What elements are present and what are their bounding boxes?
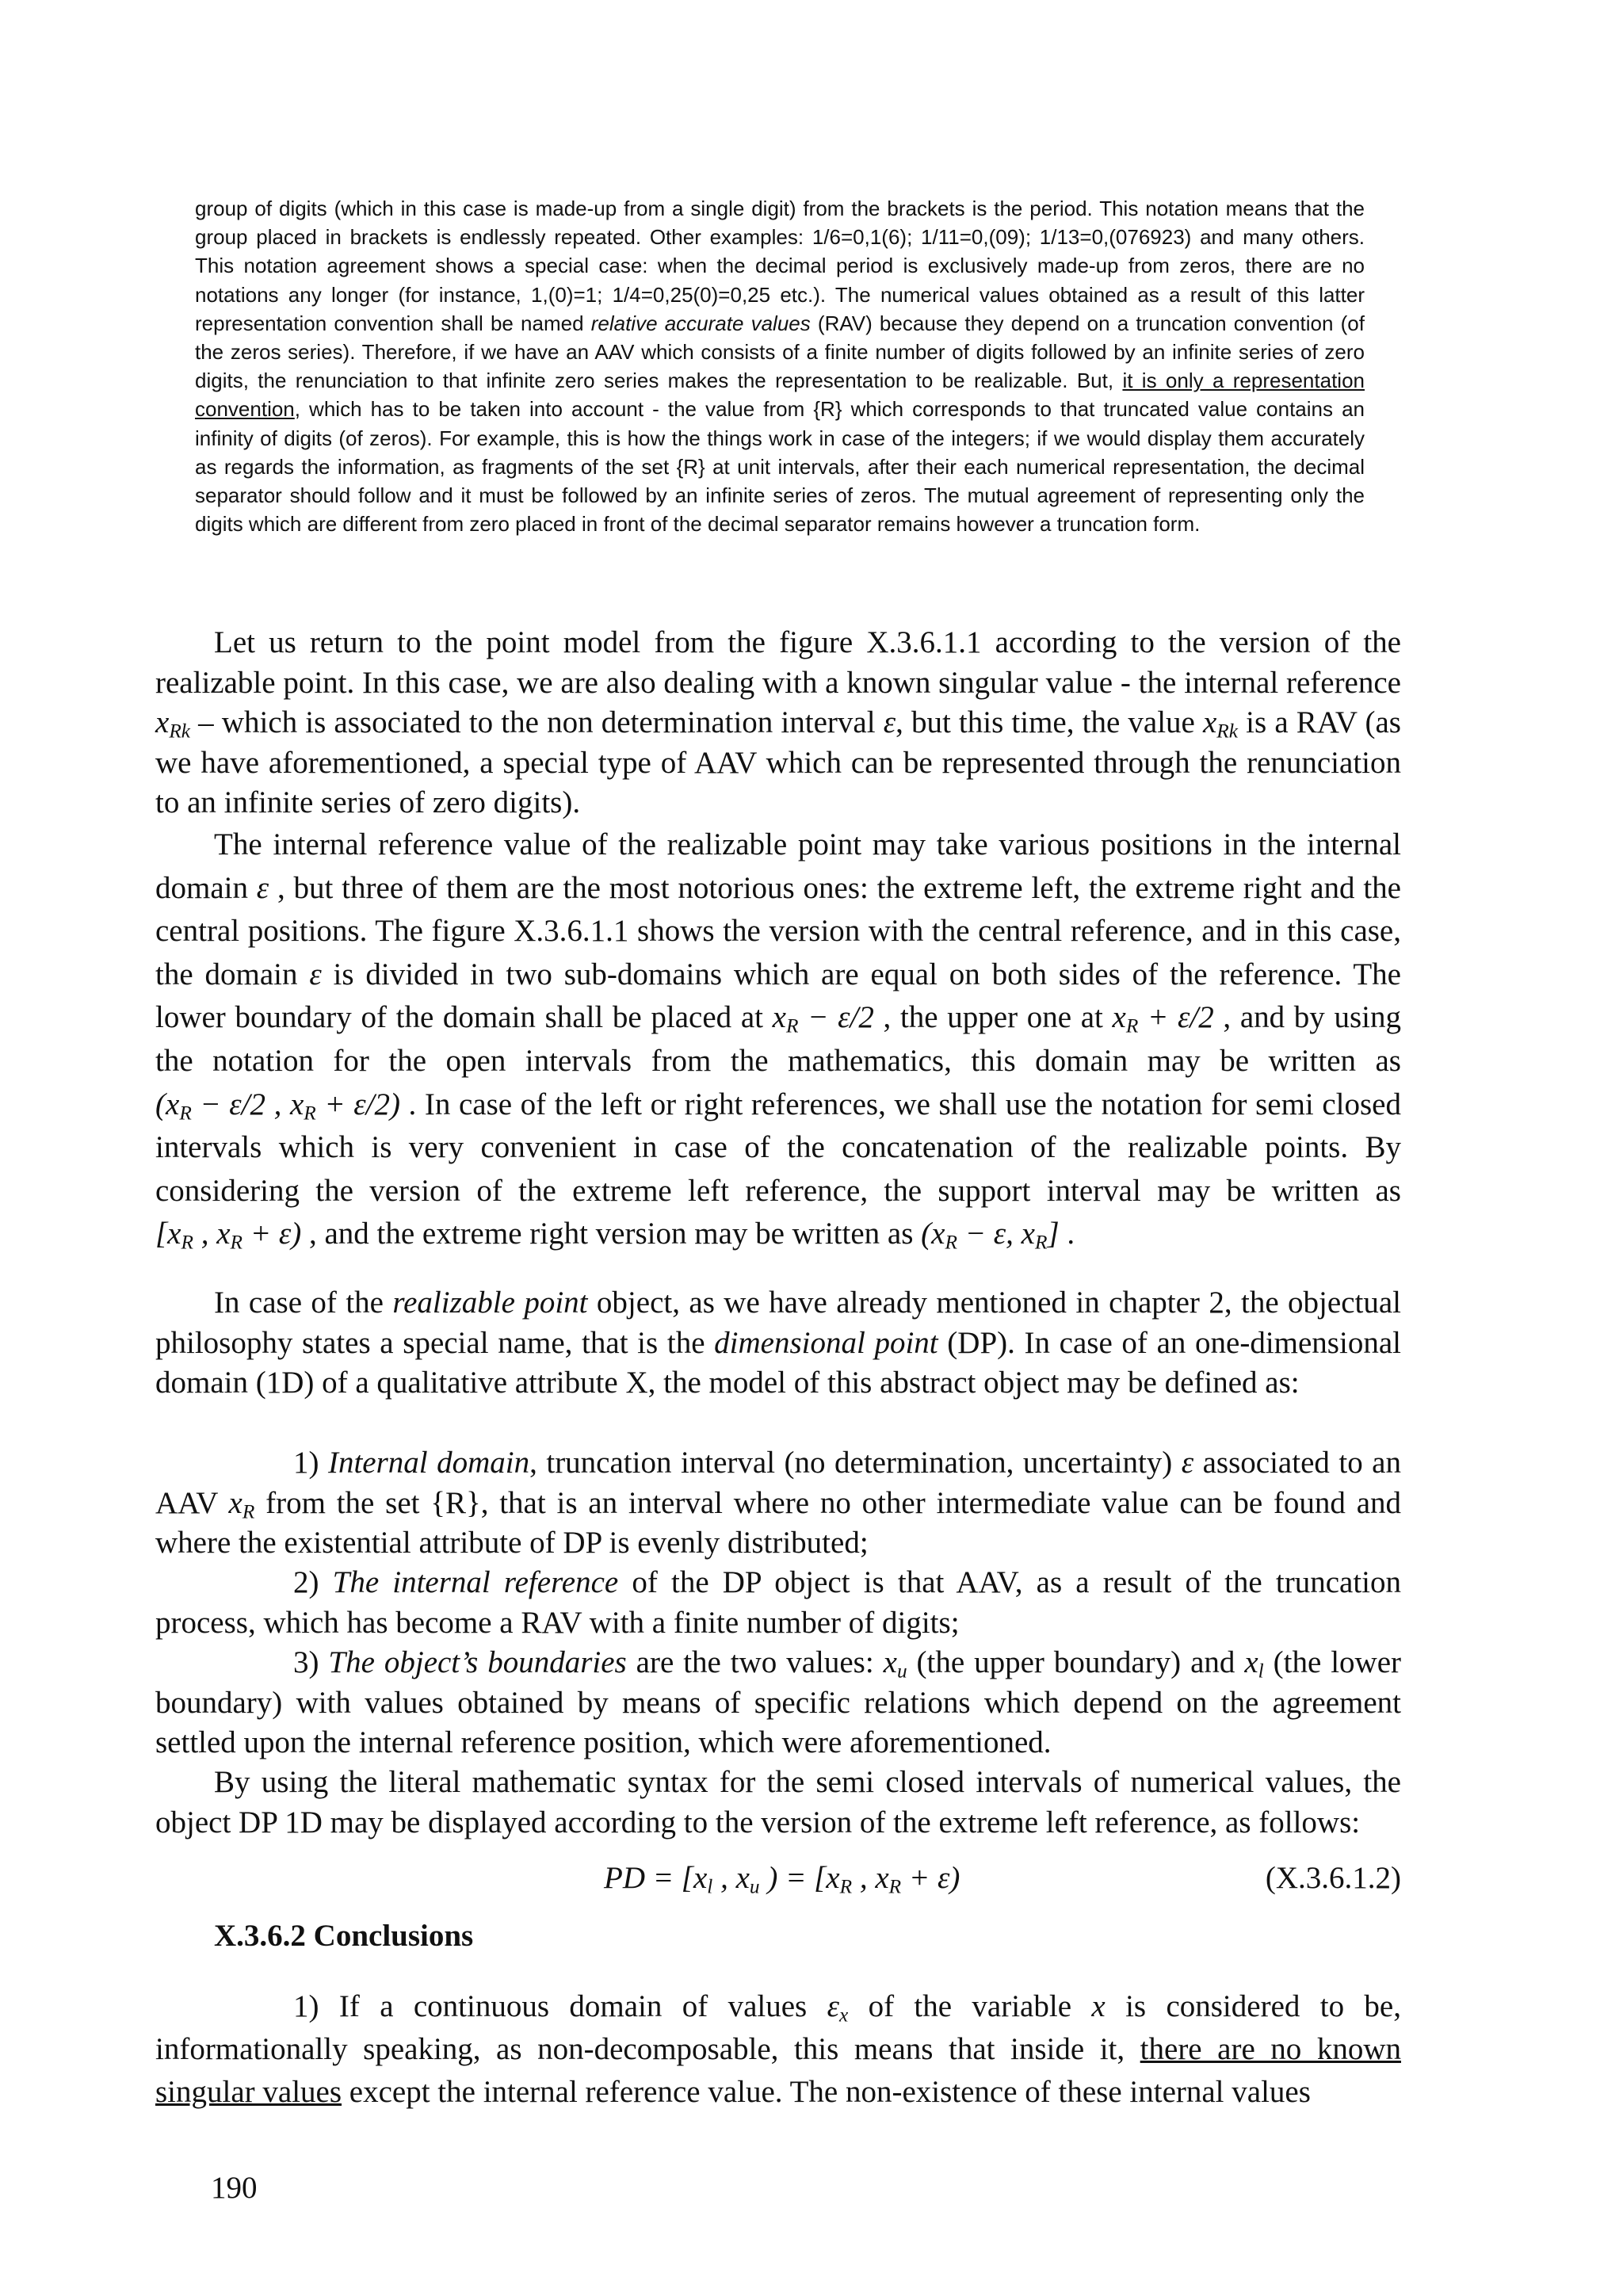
note-text-3: , which has to be taken into account - the value from {R} which corresponds to that truncated value contains an infinity of digits (of zeros). For example, this is how the things work in case of the integers; if we would display them accurately as regards the information, as fragments of the set {R} at unit intervals, after their each numerical representation, the decimal separator should follow and it must be followed by an infinite series of zeros. The mutual agreement of representing only the digits which are different from zero placed in front of the decimal separator remains however a truncation form. bbox=[195, 397, 1365, 537]
note-underlined-phrase: it is only a representation convention bbox=[195, 369, 1365, 422]
equation-pd bbox=[155, 1860, 1401, 1904]
p1-text-a: Let us return to the point model from the figure X.3.6.1.1 according to the version of the realizable point. In this case, we are also dealing with a known singular value - the internal reference bbox=[155, 625, 1401, 700]
list-item-internal-reference bbox=[155, 1563, 1401, 1643]
epsilon-symbol: ε bbox=[883, 705, 896, 739]
var-xl: $x_l$ bbox=[1244, 1645, 1264, 1683]
note-text-2: (RAV) because they depend on a truncation convention (of the zeros series). Therefore, if we have an AAV which consists of a finite number of digits followed by an infinite series of zero digits, the renunciation to that infinite zero series makes the representation to be realizable. But, bbox=[195, 311, 1365, 393]
equation-formula: PD = [$x_l$ , $x_u$ ) = [$x_R$ , $x_R + \varepsilon$) bbox=[604, 1861, 960, 1898]
var-xrk: $x_{Rk}$ bbox=[155, 705, 191, 743]
conclusion-underlined-phrase: there are no known singular values bbox=[155, 2032, 1401, 2109]
realizable-point-term: realizable point bbox=[392, 1286, 588, 1320]
paragraph-reference-positions bbox=[155, 823, 1401, 1256]
var-xrk-2: $x_{Rk}$ bbox=[1202, 705, 1239, 743]
conclusion-text-a: 1) If a continuous domain of values bbox=[293, 1989, 827, 2023]
var-xr: $x_R$ bbox=[228, 1485, 255, 1522]
item2-text-a: of the DP object is that AAV, as a result of the truncation process, which has become a RAV with a finite number of digits; bbox=[155, 1565, 1401, 1640]
page-number: 190 bbox=[211, 2171, 258, 2205]
lower-boundary-formula: $x_R - \varepsilon/2$ bbox=[772, 1000, 874, 1037]
paragraph-internal-reference bbox=[155, 623, 1401, 823]
p3-text-a: In case of the bbox=[214, 1286, 393, 1320]
upper-boundary-formula: $x_R + \varepsilon/2$ bbox=[1112, 1000, 1214, 1037]
rav-term: relative accurate values bbox=[590, 311, 811, 335]
p2-text-g: , and the extreme right version may be written as bbox=[301, 1217, 922, 1251]
p1-text-d: is a RAV (as we have aforementioned, a special type of AAV which can be represented through the renunciation to an infinite series of zero digits). bbox=[155, 705, 1401, 819]
section-title: X.3.6.2 Conclusions bbox=[214, 1919, 474, 1953]
p2-text-f: . In case of the left or right references, we shall use the notation for semi closed intervals which is very convenient in case of the concatenation of the realizable points. By considering the version of the extreme left reference, the support interval may be written as bbox=[155, 1087, 1401, 1208]
item3-text-b: (the upper boundary) and bbox=[907, 1645, 1245, 1679]
p2-text-b: , but three of them are the most notorious ones: the extreme left, the extreme right and the central positions. The figure X.3.6.1.1 shows the version with the central reference, and in this case, the domain bbox=[155, 870, 1401, 991]
p2-text-d: , the upper one at bbox=[873, 1000, 1113, 1035]
footnote-paragraph bbox=[195, 194, 1365, 538]
var-xu: $x_u$ bbox=[883, 1645, 907, 1683]
p1-text-b: – which is associated to the non determination interval bbox=[190, 705, 884, 739]
boundaries-term: The object’s boundaries bbox=[328, 1645, 627, 1679]
internal-reference-term: The internal reference bbox=[332, 1565, 619, 1599]
dimensional-point-term: dimensional point bbox=[714, 1325, 938, 1360]
paragraph-dimensional-point bbox=[155, 1283, 1401, 1404]
epsilon-symbol: ε bbox=[1181, 1446, 1194, 1480]
p2-text-h: . bbox=[1059, 1217, 1075, 1251]
p2-text-c: is divided in two sub-domains which are equal on both sides of the reference. The lower boundary of the domain shall be placed at bbox=[155, 957, 1401, 1035]
open-interval-formula: ($x_R - \varepsilon/2$ , $x_R + \varepsilon/2$) bbox=[155, 1087, 400, 1124]
item1-text-c: from the set {R}, that is an interval where no other intermediate value can be found and where the existential attribute of DP is evenly distributed; bbox=[155, 1485, 1401, 1560]
internal-domain-term: Internal domain bbox=[327, 1446, 530, 1480]
p2-text-e: , and by using the notation for the open intervals from the mathematics, this domain may be written as bbox=[155, 1000, 1401, 1078]
note-text-1: group of digits (which in this case is made-up from a single digit) from the brackets is the period. This notation means that the group placed in brackets is endlessly repeated. Other examples: 1/6=0,1(6); 1/11=0,(09); 1/13=0,(076923) and many others. This notation agreement shows a special case: when the decimal period is exclusively made-up from zeros, there are no notations any longer (for instance, 1,(0)=1; 1/4=0,25(0)=0,25 etc.). The numerical values obtained as a result of this latter representation convention shall be named bbox=[195, 197, 1365, 335]
list-number: 3) bbox=[293, 1645, 329, 1679]
conclusion-text-b: of the variable bbox=[848, 1989, 1092, 2023]
paragraph-literal-syntax: By using the literal mathematic syntax for the semi closed intervals of numerical values, the object DP 1D may be displayed according to the version of the extreme left reference, as follows: bbox=[155, 1765, 1401, 1839]
p3-text-c: (DP). In case of an one-dimensional domain (1D) of a qualitative attribute X, the model of this abstract object may be defined as: bbox=[155, 1325, 1401, 1400]
list-item-boundaries bbox=[155, 1643, 1401, 1763]
equation-number: (X.3.6.1.2) bbox=[1265, 1861, 1401, 1895]
p2-text-a: The internal reference value of the realizable point may take various positions in the internal domain bbox=[155, 827, 1401, 905]
epsilon-symbol: ε bbox=[256, 870, 269, 905]
paragraph-conclusion-1 bbox=[155, 1985, 1401, 2114]
list-number: 1) bbox=[293, 1446, 328, 1480]
left-interval-formula: [$x_R$ , $x_R + \varepsilon$) bbox=[155, 1217, 302, 1254]
p3-text-b: object, as we have already mentioned in chapter 2, the objectual philosophy states a special name, that is the bbox=[155, 1286, 1401, 1360]
var-x: x bbox=[1091, 1989, 1106, 2023]
p1-text-c: , but this time, the value bbox=[896, 705, 1203, 739]
list-item-internal-domain bbox=[155, 1443, 1401, 1564]
conclusion-text-c: is considered to be, informationally speaking, as non-decomposable, this means that inside it, bbox=[155, 1989, 1401, 2066]
conclusion-text-d: except the internal reference value. The non-existence of these internal values bbox=[342, 2075, 1311, 2109]
item1-text-b: associated to an AAV bbox=[155, 1446, 1401, 1520]
item3-text-c: (the lower boundary) with values obtained by means of specific relations which depend on the agreement settled upon the internal reference position, which were aforementioned. bbox=[155, 1645, 1401, 1759]
epsilon-x-symbol: $\varepsilon_x$ bbox=[827, 1989, 849, 2027]
item1-text-a: , truncation interval (no determination, uncertainty) bbox=[529, 1446, 1182, 1480]
epsilon-symbol: ε bbox=[309, 957, 322, 991]
right-interval-formula: ($x_R - \varepsilon$, $x_R$] bbox=[921, 1217, 1060, 1254]
list-number: 2) bbox=[293, 1565, 333, 1599]
item3-text-a: are the two values: bbox=[626, 1645, 884, 1679]
